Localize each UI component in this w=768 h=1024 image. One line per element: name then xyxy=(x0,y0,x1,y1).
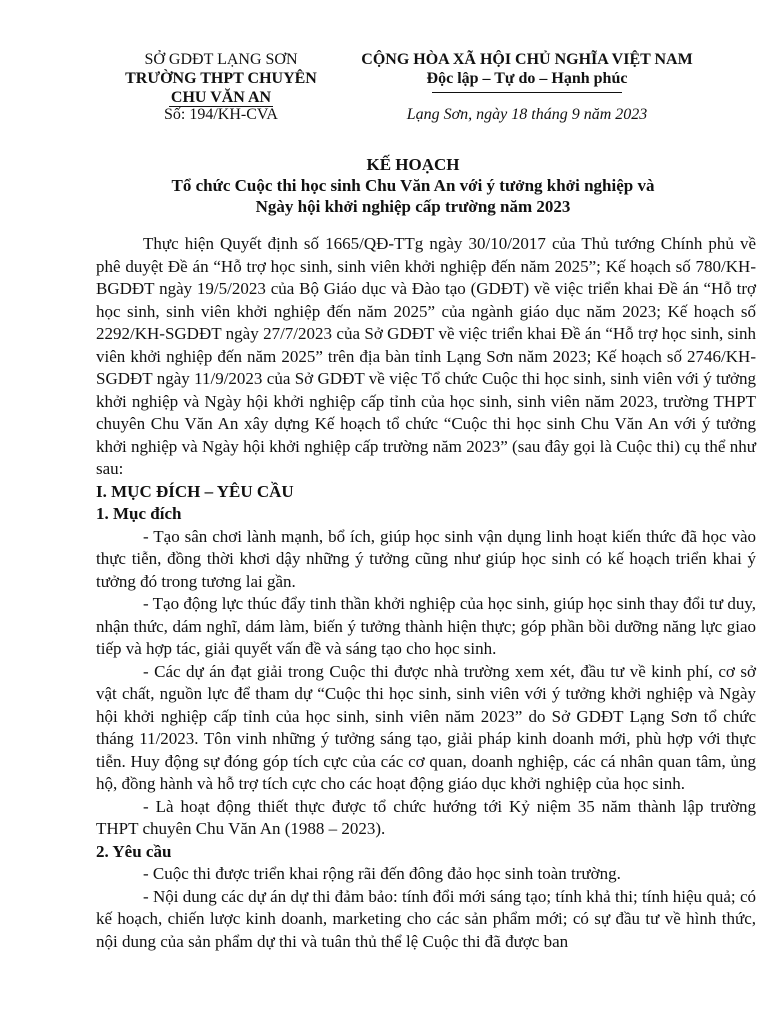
school-name-line1: TRƯỜNG THPT CHUYÊN xyxy=(125,70,317,87)
purpose-item: - Tạo sân chơi lành mạnh, bổ ích, giúp học sinh vận dụng linh hoạt kiến thức đã học vào thực tiễn, đồng thời khơi dậy những ý tưởng cũng như giúp học sinh có kế hoạch triển khai ý tưởng đó trong tương lai gần. xyxy=(96,526,756,591)
subsection-heading-requirements: 2. Yêu cầu xyxy=(96,841,172,861)
national-header xyxy=(352,50,702,93)
purpose-item: - Tạo động lực thúc đẩy tinh thần khởi nghiệp của học sinh, giúp học sinh thay đổi tư duy, nhận thức, dám nghĩ, dám làm, biến ý tưởng thành hiện thực; góp phần bồi dưỡng năng lực giao tiếp và hợp tác, giải quyết vấn đề và sáng tạo cho học sinh. xyxy=(96,594,756,658)
country-name: CỘNG HÒA XÃ HỘI CHỦ NGHĨA VIỆT NAM xyxy=(361,51,693,68)
subsection-heading-purpose: 1. Mục đích xyxy=(96,504,182,523)
title-line2: Ngày hội khởi nghiệp cấp trường năm 2023 xyxy=(255,197,571,216)
issuer-block xyxy=(96,50,346,107)
document-title xyxy=(96,154,730,217)
national-motto: Độc lập – Tự do – Hạnh phúc xyxy=(426,70,628,87)
section-heading-1: I. MỤC ĐÍCH – YÊU CẦU xyxy=(96,481,294,501)
requirement-item: - Cuộc thi được triển khai rộng rãi đến đông đảo học sinh toàn trường. xyxy=(143,864,621,883)
place-date: Lạng Sơn, ngày 18 tháng 9 năm 2023 xyxy=(406,106,648,123)
purpose-item: - Là hoạt động thiết thực được tổ chức hướng tới Kỷ niệm 35 năm thành lập trường THPT chuyên Chu Văn An (1988 – 2023). xyxy=(96,796,756,838)
purpose-item: - Các dự án đạt giải trong Cuộc thi được nhà trường xem xét, đầu tư về kinh phí, cơ sở vật chất, nguồn lực để tham dự “Cuộc thi học sinh, sinh viên với ý tưởng khởi nghiệp và Ngày hội khởi nghiệp cấp tỉnh của học sinh, sinh viên năm 2023” do Sở GDĐT Lạng Sơn tổ chức tháng 11/2023. Tôn vinh những ý tưởng sáng tạo, giải pháp kinh doanh mới, phù hợp với thực tiễn. Huy động sự đóng góp tích cực của các cơ quan, doanh nghiệp, các cá nhân quan tâm, ủng hộ, đồng hành và hỗ trợ tích cực cho các hoạt động giáo dục khởi nghiệp của học sinh. xyxy=(96,661,756,793)
school-name-line2: CHU VĂN AN xyxy=(170,89,272,106)
document-type: KẾ HOẠCH xyxy=(366,155,460,174)
title-line1: Tổ chức Cuộc thi học sinh Chu Văn An với ý tưởng khởi nghiệp và xyxy=(171,176,655,195)
document-body xyxy=(96,233,756,953)
agency-name: SỞ GDĐT LẠNG SƠN xyxy=(144,51,298,68)
motto-underline xyxy=(432,92,622,93)
document-number: Số: 194/KH-CVA xyxy=(164,106,278,123)
requirement-item: - Nội dung các dự án dự thi đảm bảo: tính đổi mới sáng tạo; tính khả thi; tính hiệu quả; có kế hoạch, chiến lược kinh doanh, marketing cho các sản phẩm mới; có sự đầu tư về hình thức, nội dung của sản phẩm dự thi và tuân thủ thể lệ Cuộc thi đã được ban xyxy=(96,886,756,951)
intro-paragraph: Thực hiện Quyết định số 1665/QĐ-TTg ngày 30/10/2017 của Thủ tướng Chính phủ về phê duyệt Đề án “Hỗ trợ học sinh, sinh viên khởi nghiệp đến năm 2025”; Kế hoạch số 780/KH-BGDĐT ngày 19/5/2023 của Bộ Giáo dục và Đào tạo (GDĐT) về việc triển khai Đề án “Hỗ trợ học sinh, sinh viên khởi nghiệp đến năm 2025” của ngành giáo dục năm 2023; Kế hoạch số 2292/KH-SGDĐT ngày 27/7/2023 của Sở GDĐT về việc triển khai Đề án “Hỗ trợ học sinh, sinh viên khởi nghiệp đến năm 2025” trên địa bàn tỉnh Lạng Sơn năm 2023; Kế hoạch số 2746/KH-SGDĐT ngày 11/9/2023 của Sở GDĐT về việc Tổ chức Cuộc thi học sinh, sinh viên với ý tưởng khởi nghiệp và Ngày hội khởi nghiệp cấp tỉnh của học sinh, sinh viên năm 2023, trường THPT chuyên Chu Văn An xây dựng Kế hoạch tổ chức “Cuộc thi học sinh Chu Văn An với ý tưởng khởi nghiệp và Ngày hội khởi nghiệp cấp trường năm 2023” (sau đây gọi là Cuộc thi) cụ thể như sau: xyxy=(96,234,756,478)
